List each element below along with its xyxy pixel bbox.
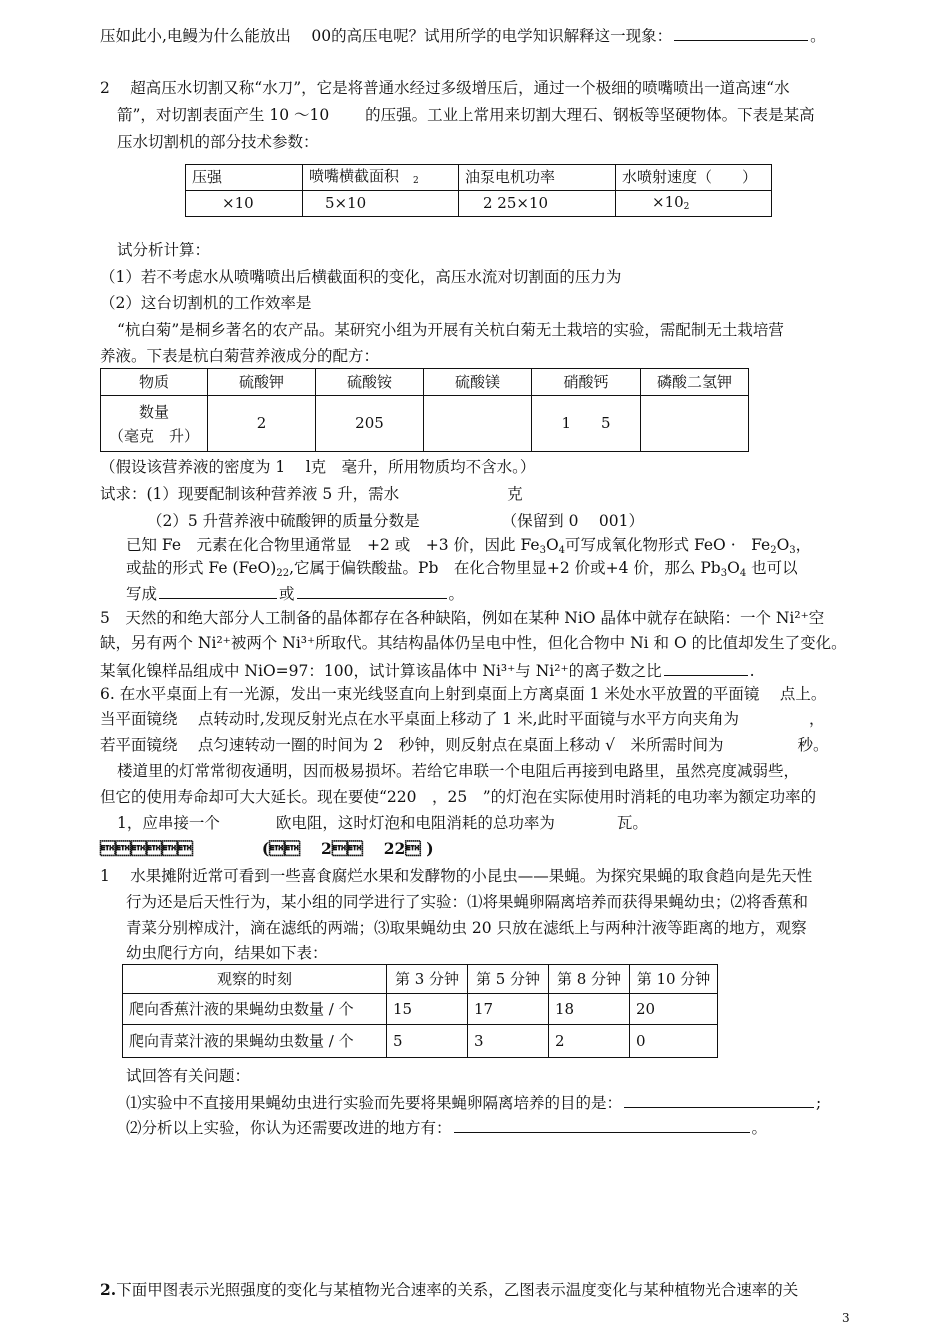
answer-blank[interactable] <box>297 585 447 599</box>
th-canO3: 硝酸钙 <box>532 369 641 396</box>
q3-ask-2: （2）5 升营养液中硫酸钾的质量分数是 （保留到 0 001） <box>147 512 644 530</box>
th-mgso4: 硫酸镁 <box>424 369 532 396</box>
q3-ask-1: 试求：(1）现要配制该种营养液 5 升，需水 克 <box>100 485 523 503</box>
q3-line-2: 养液。下表是杭白菊营养液成分的配方： <box>100 347 380 365</box>
prev-question-tail: 压如此小,电鳗为什么能放出 00的高压电呢？试用所学的电学知识解释这一现象： 。 <box>100 27 826 45</box>
bio1-line-3: 青菜分别榨成汁，滴在滤纸的两端；⑶取果蝇幼虫 20 只放在滤纸上与两种汁液等距离的地方，观察 <box>126 919 807 937</box>
table-row <box>123 994 718 1025</box>
q3-line-1: “杭白菊”是桐乡著名的农产品。某研究小组为开展有关杭白菊无土栽培的实验，需配制无土栽培营 <box>117 321 784 339</box>
cell-banana-3: 15 <box>387 994 468 1025</box>
th-min-8: 第 8 分钟 <box>549 965 630 994</box>
cell-veg-10: 0 <box>630 1025 718 1058</box>
q7-line-2: 但它的使用寿命却可大大延长。现在要使“220 ，25 ”的灯泡在实际使用时消耗的电功率为额定功率的 <box>100 788 817 806</box>
th-substance: 物质 <box>101 369 208 396</box>
answer-blank[interactable] <box>664 662 748 676</box>
th-min-10: 第 10 分钟 <box>630 965 718 994</box>
q4-line-1: 已知 Fe 元素在化合物里通常显 +2 或 +3 价，因此 $Fe_3O_4$可写成氧化物形式 FeO · $Fe_2O_3$， <box>126 536 812 556</box>
cell-banana-5: 17 <box>468 994 549 1025</box>
cell-kh2po4 <box>641 396 749 452</box>
cell-mgso4 <box>424 396 532 452</box>
q2-line-2: 箭”，对切割表面产生 10 ～10 的压强。工业上常用来切割大理石、钢板等坚硬物体。下表是某高 <box>117 106 815 124</box>
cell-veg-5: 3 <box>468 1025 549 1058</box>
bio1-answer-1: ⑴实验中不直接用果蝇幼虫进行实验而先要将果蝇卵隔离培养的目的是： ; <box>126 1094 822 1112</box>
q3-note: （假设该营养液的密度为 1 l克 毫升，所用物质均不含水。） <box>100 458 536 476</box>
bio1-line-4: 幼虫爬行方向，结果如下表： <box>126 944 328 962</box>
water-knife-param-table <box>185 164 772 217</box>
answer-blank[interactable] <box>624 1094 814 1108</box>
cell-banana-8: 18 <box>549 994 630 1025</box>
answer-blank[interactable] <box>674 27 808 41</box>
q6-line-3: 若平面镜绕 点匀速转动一圈的时间为 2 秒钟，则反射点在桌面上移动 √ 米所需时间为 秒。 <box>100 736 829 754</box>
q7-line-1: 楼道里的灯常常彻夜通明，因而极易损坏。若给它串联一个电阻后再接到电路里，虽然亮度减弱些， <box>117 762 800 780</box>
cell-canO3: 1 5 <box>532 396 641 452</box>
th-time: 观察的时刻 <box>123 965 387 994</box>
q2-part-1: （1）若不考虑水从喷嘴喷出后横截面积的变化，高压水流对切割面的压力为 <box>100 268 622 286</box>
row-label-vegetable: 爬向青菜汁液的果蝇幼虫数量 / 个 <box>123 1025 387 1058</box>
q5-line-1: 5 天然的和绝大部分人工制备的晶体都存在各种缺陷，例如在某种 NiO 晶体中就存在缺陷：一个 Ni²⁺空 <box>100 609 825 627</box>
td-pressure: ×10 <box>186 191 303 217</box>
th-min-5: 第 5 分钟 <box>468 965 549 994</box>
th-pump-power: 油泵电机功率 <box>459 165 616 191</box>
bio1-answer-2: ⑵分析以上实验，你认为还需要改进的地方有： 。 <box>126 1119 768 1137</box>
section-heading:  ( 2 22 ) <box>100 839 434 858</box>
th-jet-speed: 水喷射速度（ ） <box>616 165 772 191</box>
q5-line-3: 某氧化镍样品组成中 NiO=97：100，试计算该晶体中 Ni³⁺与 Ni²⁺的离子数之比 . <box>100 662 755 680</box>
q6-line-1: 6. 在水平桌面上有一光源，发出一束光线竖直向上射到桌面上方离桌面 1 米处水平放置的平面镜 点上。 <box>100 685 827 703</box>
q2-part-2: （2）这台切割机的工作效率是 <box>100 294 312 312</box>
th-nh4so4: 硫酸铵 <box>316 369 424 396</box>
th-min-3: 第 3 分钟 <box>387 965 468 994</box>
fruitfly-result-table <box>122 964 718 1058</box>
q4-line-3: 写成 或 。 <box>126 585 465 603</box>
q2-line-1: 2 超高压水切割又称“水刀”，它是将普通水经过多级增压后，通过一个极细的喷嘴喷出一道高速“水 <box>100 79 790 97</box>
q2-line-3: 压水切割机的部分技术参数： <box>117 133 319 151</box>
q4-line-2: 或盐的形式 Fe $(FeO)_{22}$,它属于偏铁酸盐。Pb 在化合物里显+2 价或+4 价，那么 $Pb_3O_4$ 也可以 <box>126 559 798 579</box>
nutrient-formula-table <box>100 368 749 452</box>
cell-k2so4: 2 <box>208 396 316 452</box>
td-pump-power: 2 25×10 <box>459 191 616 217</box>
row-label-banana: 爬向香蕉汁液的果蝇幼虫数量 / 个 <box>123 994 387 1025</box>
cell-veg-8: 2 <box>549 1025 630 1058</box>
th-kh2po4: 磷酸二氢钾 <box>641 369 749 396</box>
row-label-quantity: 数量 （毫克 升） <box>101 396 208 452</box>
th-nozzle-area: 喷嘴横截面积 2 <box>303 165 459 191</box>
td-nozzle-area: 5×10 <box>303 191 459 217</box>
bio1-line-2: 行为还是后天性行为，某小组的同学进行了实验：⑴将果蝇卵隔离培养而获得果蝇幼虫；⑵将香蕉和 <box>126 893 809 911</box>
cell-banana-10: 20 <box>630 994 718 1025</box>
td-jet-speed: ×102 <box>616 191 772 217</box>
th-pressure: 压强 <box>186 165 303 191</box>
q7-line-3: 1，应串接一个 欧电阻，这时灯泡和电阻消耗的总功率为 瓦。 <box>117 814 648 832</box>
table-row <box>123 1025 718 1058</box>
th-k2so4: 硫酸钾 <box>208 369 316 396</box>
q2-analyze: 试分析计算： <box>117 241 211 259</box>
bio2-line-1: 2.下面甲图表示光照强度的变化与某植物光合速率的关系，乙图表示温度变化与某种植物光合速率的关 <box>100 1280 799 1299</box>
cell-veg-3: 5 <box>387 1025 468 1058</box>
q5-line-2: 缺，另有两个 Ni²⁺被两个 Ni³⁺所取代。其结构晶体仍呈电中性，但化合物中 Ni 和 O 的比值却发生了变化。 <box>100 634 847 652</box>
page-number: 3 <box>842 1311 850 1325</box>
bio1-answer-intro: 试回答有关问题： <box>126 1067 251 1085</box>
q6-line-2: 当平面镜绕 点转动时,发现反射光点在水平桌面上移动了 1 米,此时平面镜与水平方向夹角为 ， <box>100 710 825 728</box>
cell-nh4so4: 205 <box>316 396 424 452</box>
answer-blank[interactable] <box>159 585 277 599</box>
answer-blank[interactable] <box>454 1119 750 1133</box>
bio1-line-1: 1 水果摊附近常可看到一些喜食腐烂水果和发酵物的小昆虫——果蝇。为探究果蝇的取食趋向是先天性 <box>100 867 813 885</box>
